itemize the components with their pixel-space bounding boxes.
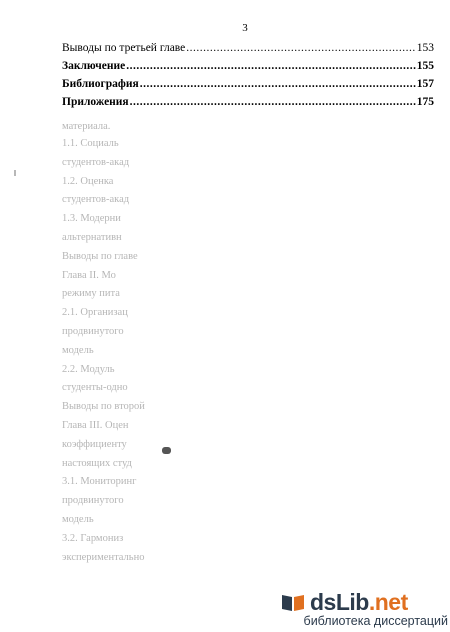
bleed-line: 3.2. Гармониз [62, 532, 124, 544]
bleed-line: продвинутого [62, 325, 124, 337]
toc-leader-dots [130, 96, 416, 108]
bleed-line: 3.1. Мониторинг [62, 476, 137, 488]
toc-page-number: 153 [416, 42, 434, 54]
bleed-line: настоящих студ [62, 457, 132, 469]
toc-label: Выводы по третьей главе [62, 42, 186, 54]
bleed-line: модель [62, 513, 94, 525]
bleed-line: модель [62, 344, 94, 356]
toc-label: Приложения [62, 96, 129, 108]
bleed-line: режиму пита [62, 288, 120, 300]
bleed-line: альтернативн [62, 231, 122, 243]
watermark-subtitle: библиотека диссертаций [303, 614, 448, 628]
bleed-line: 1.1. Социаль [62, 138, 119, 149]
toc-row-conclusions-chapter-3 [62, 42, 434, 60]
bleed-line: 2.1. Организац [62, 307, 128, 319]
bleed-line: Выводы по второй [62, 401, 145, 413]
bleed-line: продвинутого [62, 495, 124, 507]
toc-label: Заключение [62, 60, 126, 72]
page-number: 3 [242, 22, 248, 34]
toc-leader-dots [126, 60, 416, 72]
bleed-line: материала. [62, 121, 111, 132]
bleed-line: студенты-одно [62, 382, 128, 394]
bleed-line: 1.3. Модерни [62, 213, 121, 225]
toc-page-number: 157 [416, 78, 434, 90]
table-of-contents [62, 42, 434, 114]
toc-page-number: 175 [416, 96, 434, 108]
bleed-line: Глава III. Оцен [62, 419, 129, 431]
bleed-line: Выводы по главе [62, 250, 138, 262]
watermark-brand-tld: .net [368, 589, 408, 615]
toc-leader-dots [186, 42, 415, 54]
bleed-line: студентов-акад [62, 156, 130, 168]
toc-label: Библиография [62, 78, 139, 90]
watermark-brand-main: dsLib [310, 589, 369, 615]
toc-leader-dots [140, 78, 416, 90]
bleed-line: 2.2. Модуль [62, 363, 115, 375]
scan-speck [14, 170, 16, 176]
watermark-brand [310, 589, 408, 616]
bleed-line: 1.2. Оценка [62, 175, 114, 187]
dslib-watermark[interactable] [278, 587, 448, 629]
book-icon [280, 591, 306, 613]
bleed-line: коэффициенту [62, 438, 127, 450]
toc-row-bibliography [62, 78, 434, 96]
toc-row-appendices [62, 96, 434, 114]
bleed-line: экспериментально [62, 551, 145, 563]
toc-row-conclusion [62, 60, 434, 78]
toc-page-number: 155 [416, 60, 434, 72]
ink-blot [162, 447, 171, 454]
bleed-through-text [62, 118, 172, 567]
bleed-line: студентов-акад [62, 194, 130, 206]
bleed-line: Глава II. Мо [62, 269, 116, 281]
